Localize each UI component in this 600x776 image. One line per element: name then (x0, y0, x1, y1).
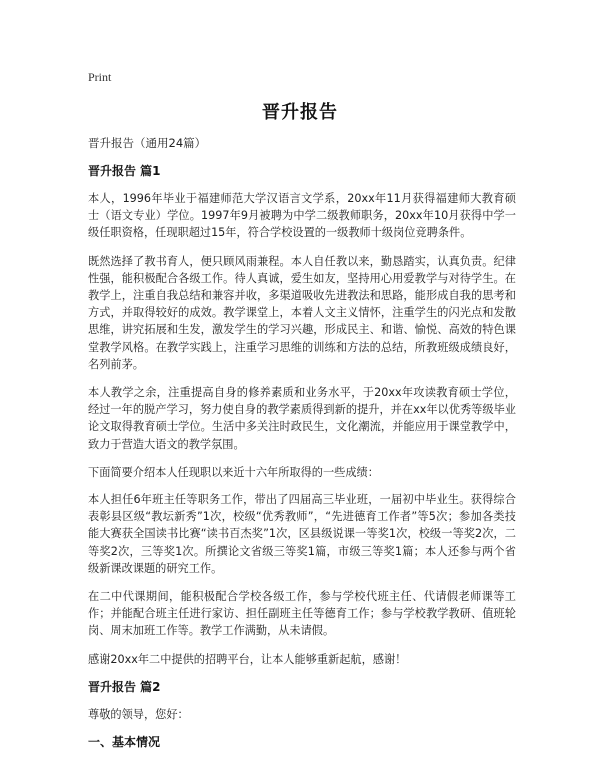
section1-paragraph-3: 本人教学之余，注重提高自身的修养素质和业务水平，于20xx年攻读教育硕士学位，经过一年的脱产学习，努力使自身的教学素质得到新的提升，并在xx年以优秀等级毕业论文取得教育硕士学位。生活中多关注时政民生，文化潮流，并能应用于课堂教学中，致力于营造大语文的教学氛围。 (88, 386, 516, 451)
section-heading-3: 一、基本情况 (88, 735, 161, 750)
print-link[interactable]: Print (88, 70, 112, 84)
section1-paragraph-1: 本人，1996年毕业于福建师范大学汉语言文学系，20xx年11月获得福建师大教育硕士（语文专业）学位。1997年9月被聘为中学二级教师职务，20xx年10月获得中学一级任职资格，任现职超过15年，符合学校设置的一级教师十级岗位竞聘条件。 (88, 192, 516, 240)
document-body (88, 134, 516, 761)
section1-paragraph-4: 下面简要介绍本人任现职以来近十六年所取得的一些成绩： (88, 465, 379, 479)
section1-paragraph-7: 感谢20xx年二中提供的招聘平台，让本人能够重新起航，感谢！ (88, 652, 407, 666)
document-subtitle: 晋升报告（通用24篇） (88, 136, 207, 150)
section1-paragraph-6: 在二中代课期间，能积极配合学校各级工作，参与学校代班主任、代请假老师课等工作；并能配合班主任进行家访、担任副班主任等德育工作；参与学校教学教研、值班轮岗、周末加班工作等。教学工作满勤，从未请假。 (88, 590, 516, 638)
section1-paragraph-2: 既然选择了教书育人，便只顾风雨兼程。本人自任教以来，勤恳踏实，认真负责。纪律性强，能积极配合各级工作。待人真诚，爱生如友，坚持用心用爱教学与对待学生。在教学上，注重自我总结和兼容并收，多渠道吸收先进教法和思路，能形成自我的思考和方式，并取得较好的成效。教学课堂上，本着人文主义情怀，注重学生的闪光点和发散思维，讲究拓展和生发，激发学生的学习兴趣，形成民主、和谐、愉悦、高效的特色课堂教学风格。在教学实践上，注重学习思维的训练和方法的总结，所教班级成绩良好，名列前茅。 (88, 254, 516, 371)
document-title: 晋升报告 (262, 102, 338, 123)
section2-paragraph-1: 尊敬的领导，您好： (88, 707, 189, 721)
section-heading-2: 晋升报告 篇2 (88, 679, 161, 694)
section1-paragraph-5: 本人担任6年班主任等职务工作，带出了四届高三毕业班，一届初中毕业生。获得综合表彰县区级“教坛新秀”1次，校级“优秀教师”，“先进德育工作者”等5次；参加各类技能大赛获全国读书比赛“读书百杰奖”1次，区县级说课一等奖1次，校级一等奖2次，二等奖2次，三等奖1次。所撰论文省级三等奖1篇，市级三等奖1篇；本人还参与两个省级新课改课题的研究工作。 (88, 493, 516, 575)
section-heading-1: 晋升报告 篇1 (88, 164, 161, 178)
